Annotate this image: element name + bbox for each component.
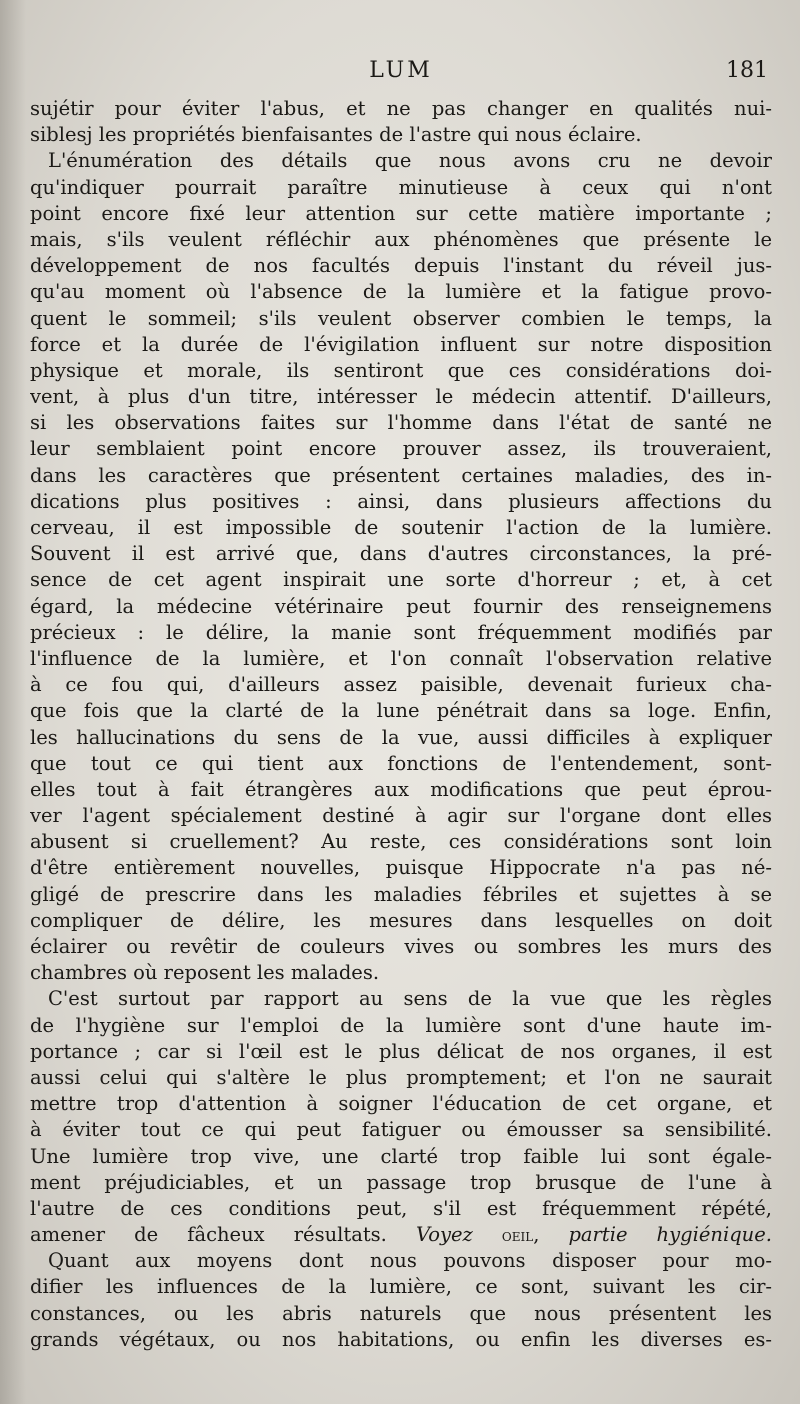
text-line: leur semblaient point encore prouver assez, ils trouveraient,: [30, 437, 772, 461]
text-line: difier les influences de la lumière, ce sont, suivant les cir-: [30, 1275, 772, 1299]
page-number: 181: [726, 58, 768, 83]
text-line: sujétir pour éviter l'abus, et ne pas changer en qualités nui-: [30, 97, 772, 120]
text-line: d'être entièrement nouvelles, puisque Hippocrate n'a pas né-: [30, 856, 772, 880]
text-line: aussi celui qui s'altère le plus promptement; et l'on ne saurait: [30, 1065, 772, 1089]
text-line: développement de nos facultés depuis l'instant du réveil jus-: [30, 254, 772, 278]
text-line: que tout ce qui tient aux fonctions de l'entendement, sont-: [30, 751, 772, 775]
text-line: à éviter tout ce qui peut fatiguer ou émousser sa sensibilité.: [30, 1118, 772, 1142]
text-line: éclairer ou revêtir de couleurs vives ou sombres les murs des: [30, 935, 772, 958]
text-line: point encore fixé leur attention sur cette matière importante ;: [30, 201, 772, 225]
text-line: gligé de prescrire dans les maladies fébriles et sujettes à se: [30, 882, 772, 906]
text-line: Une lumière trop vive, une clarté trop faible lui sont égale-: [30, 1144, 772, 1168]
text-line: compliquer de délire, les mesures dans lesquelles on doit: [30, 908, 772, 932]
text-line: les hallucinations du sens de la vue, aussi difficiles à expliquer: [30, 725, 772, 749]
cross-reference-oeil: oeil: [501, 1226, 534, 1247]
text-line: sence de cet agent inspirait une sorte d'horreur ; et, à cet: [30, 568, 772, 592]
text-line: cerveau, il est impossible de soutenir l'action de la lumière.: [30, 516, 772, 539]
text-line: si les observations faites sur l'homme dans l'état de santé ne: [30, 411, 772, 435]
text-line: ment préjudiciables, et un passage trop brusque de l'une à: [30, 1170, 772, 1194]
text-line: l'influence de la lumière, et l'on connaît l'observation relative: [30, 646, 772, 670]
text-line: égard, la médecine vétérinaire peut fournir des renseignemens: [30, 594, 772, 618]
text-line: dications plus positives : ainsi, dans plusieurs affections du: [30, 489, 772, 513]
page-header: [30, 58, 772, 92]
text-line: l'autre de ces conditions peut, s'il est fréquemment répété,: [30, 1196, 772, 1220]
text-line: dans les caractères que présentent certaines maladies, des in-: [30, 463, 772, 487]
text-line: Souvent il est arrivé que, dans d'autres circonstances, la pré-: [30, 542, 772, 566]
text-line: constances, ou les abris naturels que nous présentent les: [30, 1301, 772, 1325]
text-line: de l'hygiène sur l'emploi de la lumière sont d'une haute im-: [30, 1013, 772, 1037]
body-text: [30, 96, 772, 1353]
text-line: C'est surtout par rapport au sens de la vue que les règles: [48, 987, 772, 1011]
text-line: mais, s'ils veulent réfléchir aux phénomènes que présente le: [30, 227, 772, 251]
text-line: portance ; car si l'œil est le plus délicat de nos organes, il est: [30, 1039, 772, 1063]
text-line: vent, à plus d'un titre, intéresser le médecin attentif. D'ailleurs,: [30, 385, 772, 409]
text-line: à ce fou qui, d'ailleurs assez paisible, devenait furieux cha-: [30, 673, 772, 697]
text-line: qu'au moment où l'absence de la lumière et la fatigue provo-: [30, 280, 772, 304]
text-line: grands végétaux, ou nos habitations, ou enfin les diverses es-: [30, 1327, 772, 1351]
cross-reference-line: [30, 1222, 772, 1248]
page-gutter-shadow: [0, 0, 26, 1404]
text-line: physique et morale, ils sentiront que ces considérations doi-: [30, 358, 772, 382]
cross-reference-partie: partie hygiénique.: [568, 1223, 772, 1247]
text-line: Quant aux moyens dont nous pouvons disposer pour mo-: [48, 1249, 772, 1273]
text-line: elles tout à fait étrangères aux modifications que peut éprou-: [30, 777, 772, 801]
text-line: précieux : le délire, la manie sont fréquemment modifiés par: [30, 620, 772, 644]
text-line: quent le sommeil; s'ils veulent observer combien le temps, la: [30, 306, 772, 330]
cross-reference-voyez: Voyez: [415, 1223, 473, 1247]
running-head: LUM: [369, 58, 433, 83]
cross-reference-lead: amener de fâcheux résultats.: [30, 1223, 387, 1247]
text-line: abusent si cruellement? Au reste, ces considérations sont loin: [30, 830, 772, 854]
text-line: ver l'agent spécialement destiné à agir sur l'organe dont elles: [30, 804, 772, 828]
text-line: siblesj les propriétés bienfaisantes de l'astre qui nous éclaire.: [30, 123, 642, 147]
text-line: qu'indiquer pourrait paraître minutieuse à ceux qui n'ont: [30, 175, 772, 199]
text-line: que fois que la clarté de la lune pénétrait dans sa loge. Enfin,: [30, 699, 772, 723]
text-line: L'énumération des détails que nous avons cru ne devoir: [48, 149, 772, 173]
text-line: mettre trop d'attention à soigner l'éducation de cet organe, et: [30, 1092, 772, 1116]
text-line: chambres où reposent les malades.: [30, 961, 380, 985]
cross-reference-comma: ,: [533, 1223, 540, 1247]
text-line: force et la durée de l'évigilation influent sur notre disposition: [30, 332, 772, 356]
